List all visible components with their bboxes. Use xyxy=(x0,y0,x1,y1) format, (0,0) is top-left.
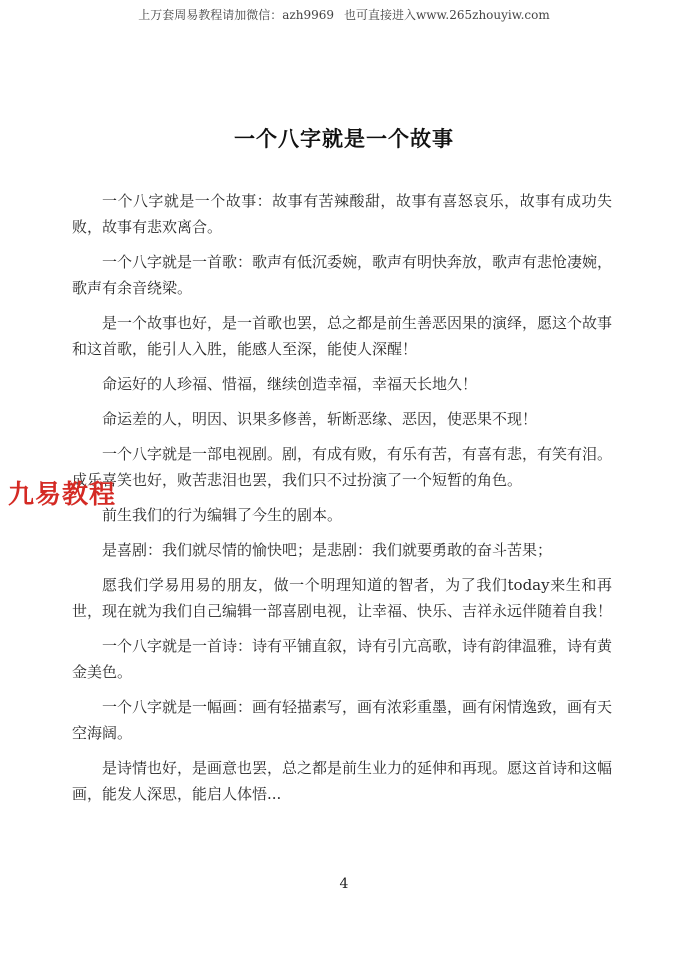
paragraph: 一个八字就是一部电视剧。剧，有成有败，有乐有苦，有喜有悲，有笑有泪。成乐喜笑也好，败苦悲泪也罢，我们只不过扮演了一个短暂的角色。 xyxy=(72,445,613,489)
paragraph: 是诗情也好，是画意也罢，总之都是前生业力的延伸和再现。愿这首诗和这幅画，能发人深思，能启人体悟... xyxy=(72,759,613,803)
paragraph: 愿我们学易用易的朋友，做一个明理知道的智者，为了我们today来生和再世，现在就为我们自己编辑一部喜剧电视，让幸福、快乐、吉祥永远伴随着自我！ xyxy=(72,576,613,620)
page-header xyxy=(0,6,688,23)
document-title: 一个八字就是一个故事 xyxy=(234,126,454,151)
paragraph: 前生我们的行为编辑了今生的剧本。 xyxy=(102,506,343,524)
watermark-logo: 九易教程 xyxy=(8,480,117,510)
paragraph: 一个八字就是一幅画：画有轻描素写，画有浓彩重墨，画有闲情逸致，画有天空海阔。 xyxy=(72,698,613,742)
paragraph: 一个八字就是一首诗：诗有平铺直叙，诗有引亢高歌，诗有韵律温雅，诗有黄金美色。 xyxy=(72,637,613,681)
paragraph: 一个八字就是一首歌：歌声有低沉委婉，歌声有明快奔放，歌声有悲怆凄婉，歌声有余音绕梁。 xyxy=(72,253,613,297)
paragraph: 是喜剧：我们就尽情的愉快吧；是悲剧：我们就要勇敢的奋斗苦果； xyxy=(102,541,553,559)
header-site-text: 也可直接进入www.265zhouyiw.com xyxy=(344,8,550,22)
paragraph: 是一个故事也好，是一首歌也罢，总之都是前生善恶因果的演绎，愿这个故事和这首歌，能引人入胜，能感人至深，能使人深醒！ xyxy=(72,314,613,358)
paragraph: 命运好的人珍福、惜福，继续创造幸福，幸福天长地久！ xyxy=(102,375,478,393)
document-body xyxy=(72,188,612,816)
paragraph: 命运差的人，明因、识果多修善，斩断恶缘、恶因，使恶果不现！ xyxy=(102,410,538,428)
page-number: 4 xyxy=(339,876,349,892)
header-promo-text: 上万套周易教程请加微信：azh9969 xyxy=(138,8,335,22)
paragraph: 一个八字就是一个故事：故事有苦辣酸甜，故事有喜怒哀乐，故事有成功失败，故事有悲欢离合。 xyxy=(72,192,612,236)
